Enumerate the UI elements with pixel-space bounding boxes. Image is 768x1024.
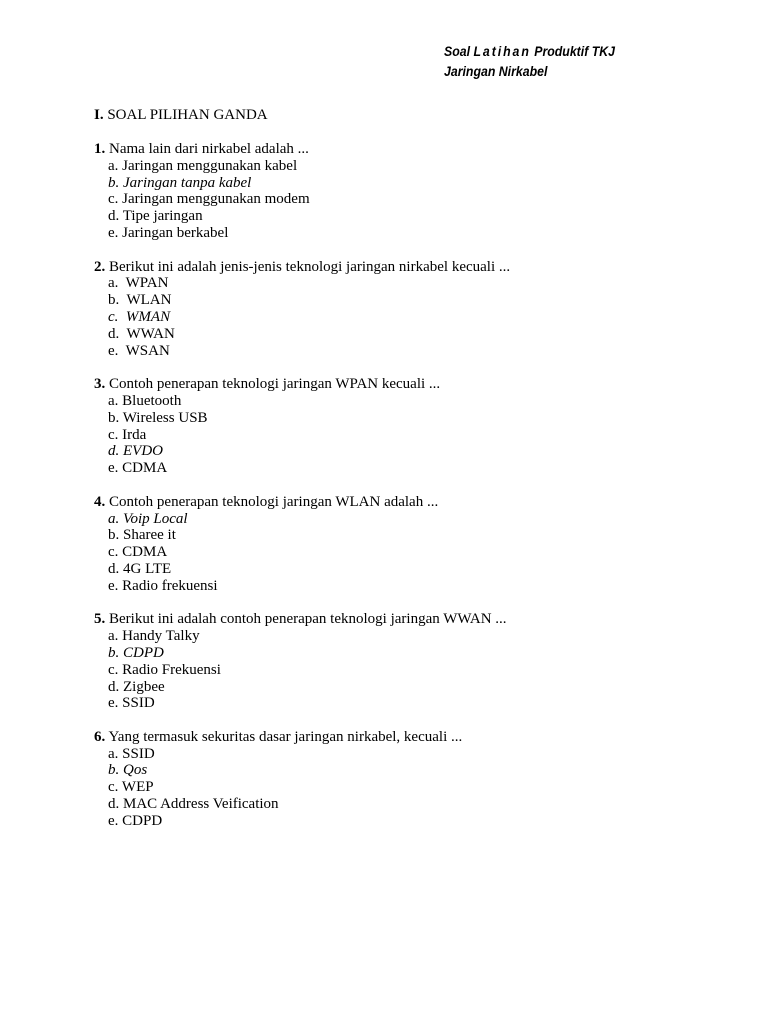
- question-6: [94, 729, 714, 830]
- question-number: 1.: [94, 141, 106, 157]
- answer-option: [94, 443, 714, 460]
- header-title-word1: Soal: [444, 43, 471, 59]
- question-5: [94, 611, 714, 712]
- option-text: WLAN: [123, 292, 172, 309]
- option-letter: c.: [108, 308, 119, 325]
- question-prompt: Yang termasuk sekuritas dasar jaringan nirkabel, kecuali ...: [108, 728, 463, 745]
- option-text: Handy Talky: [122, 628, 200, 645]
- option-text: Jaringan tanpa kabel: [123, 174, 252, 191]
- option-text: Qos: [123, 762, 148, 779]
- answer-option: [94, 645, 714, 662]
- question-prompt: Nama lain dari nirkabel adalah ...: [109, 141, 309, 157]
- header-subtitle: Jaringan Nirkabel: [444, 63, 548, 79]
- option-letter: c.: [108, 544, 119, 561]
- answer-option: [94, 628, 714, 645]
- option-text: CDMA: [122, 460, 168, 477]
- option-text: Jaringan menggunakan modem: [122, 191, 310, 208]
- option-text: Irda: [122, 426, 147, 443]
- answer-option: [94, 779, 714, 796]
- option-letter: a.: [108, 392, 119, 409]
- question-1: [94, 141, 714, 242]
- answer-option: [94, 175, 714, 192]
- answer-option: [94, 225, 714, 242]
- answer-option: [94, 561, 714, 578]
- answer-option: [94, 427, 714, 444]
- question-prompt: Berikut ini adalah contoh penerapan teknologi jaringan WWAN ...: [109, 611, 507, 628]
- option-text: Zigbee: [123, 678, 165, 695]
- option-text: 4G LTE: [123, 560, 172, 577]
- document-body: [94, 107, 714, 846]
- question-prompt: Berikut ini adalah jenis-jenis teknologi jaringan nirkabel kecuali ...: [109, 258, 511, 275]
- question-4: [94, 494, 714, 595]
- option-letter: b.: [108, 527, 120, 544]
- answer-option: [94, 208, 714, 225]
- option-text: WPAN: [122, 275, 169, 292]
- answer-option: [94, 343, 714, 360]
- option-text: Wireless USB: [122, 409, 208, 426]
- option-text: Radio frekuensi: [122, 577, 218, 594]
- section-title-text: SOAL PILIHAN GANDA: [107, 107, 268, 123]
- header-title-rest: Produktif TKJ: [534, 43, 616, 59]
- answer-option: [94, 511, 714, 528]
- header-title-word2: Latihan: [473, 43, 531, 59]
- option-text: CDMA: [122, 544, 168, 561]
- option-letter: e.: [108, 695, 119, 712]
- answer-option: [94, 796, 714, 813]
- option-text: Bluetooth: [122, 392, 182, 409]
- option-letter: b.: [108, 409, 120, 426]
- answer-option: [94, 410, 714, 427]
- option-text: Tipe jaringan: [122, 208, 203, 225]
- option-text: Radio Frekuensi: [122, 661, 221, 678]
- answer-option: [94, 695, 714, 712]
- option-letter: c.: [108, 661, 119, 678]
- option-text: WEP: [121, 779, 154, 796]
- answer-option: [94, 275, 714, 292]
- answer-option: [94, 544, 714, 561]
- option-letter: d.: [108, 443, 120, 460]
- option-text: Jaringan berkabel: [122, 224, 229, 241]
- answer-option: [94, 813, 714, 830]
- option-letter: c.: [108, 426, 119, 443]
- option-text: MAC Address Veification: [123, 796, 279, 813]
- answer-option: [94, 460, 714, 477]
- answer-option: [94, 292, 714, 309]
- option-letter: e.: [108, 224, 119, 241]
- option-letter: e.: [108, 342, 119, 359]
- question-number: 3.: [94, 376, 106, 393]
- option-text: Voip Local: [123, 510, 188, 527]
- answer-option: [94, 158, 714, 175]
- question-list: [94, 141, 714, 830]
- option-letter: a.: [108, 745, 119, 762]
- option-letter: b.: [108, 762, 120, 779]
- question-prompt: Contoh penerapan teknologi jaringan WPAN kecuali ...: [109, 376, 441, 393]
- question-number: 5.: [94, 611, 106, 628]
- answer-option: [94, 527, 714, 544]
- question-text: [94, 376, 714, 393]
- option-text: CDPD: [123, 644, 164, 661]
- question-text: [94, 729, 714, 746]
- option-letter: c.: [108, 191, 119, 208]
- option-text: WWAN: [123, 325, 175, 342]
- option-text: SSID: [122, 745, 155, 762]
- question-text: [94, 494, 714, 511]
- option-text: WSAN: [122, 342, 170, 359]
- option-letter: d.: [108, 560, 120, 577]
- option-text: EVDO: [123, 443, 163, 460]
- option-text: SSID: [122, 695, 155, 712]
- header-title: [444, 41, 615, 61]
- option-text: CDPD: [122, 812, 163, 829]
- option-letter: a.: [108, 275, 119, 292]
- question-number: 6.: [94, 728, 106, 745]
- answer-option: [94, 662, 714, 679]
- answer-option: [94, 746, 714, 763]
- answer-option: [94, 393, 714, 410]
- option-letter: a.: [108, 157, 119, 174]
- option-letter: c.: [108, 779, 119, 796]
- answer-option: [94, 191, 714, 208]
- option-letter: d.: [108, 325, 120, 342]
- question-number: 2.: [94, 258, 106, 275]
- question-text: [94, 611, 714, 628]
- section-number: I.: [94, 107, 104, 123]
- option-letter: b.: [108, 174, 120, 191]
- question-number: 4.: [94, 493, 106, 510]
- answer-option: [94, 309, 714, 326]
- question-2: [94, 259, 714, 360]
- option-letter: e.: [108, 812, 119, 829]
- question-text: [94, 259, 714, 276]
- option-letter: d.: [108, 208, 120, 225]
- document-header: [444, 41, 615, 81]
- question-text: [94, 141, 714, 158]
- option-text: Sharee it: [123, 527, 176, 544]
- answer-option: [94, 679, 714, 696]
- option-letter: a.: [108, 628, 119, 645]
- option-letter: e.: [108, 577, 119, 594]
- option-letter: d.: [108, 796, 120, 813]
- option-letter: b.: [108, 292, 120, 309]
- option-text: WMAN: [122, 308, 171, 325]
- question-prompt: Contoh penerapan teknologi jaringan WLAN adalah ...: [109, 493, 439, 510]
- option-letter: e.: [108, 460, 119, 477]
- option-letter: a.: [108, 510, 120, 527]
- answer-option: [94, 578, 714, 595]
- section-title: [94, 107, 714, 124]
- answer-option: [94, 762, 714, 779]
- option-letter: d.: [108, 678, 120, 695]
- option-letter: b.: [108, 644, 120, 661]
- option-text: Jaringan menggunakan kabel: [122, 157, 298, 174]
- answer-option: [94, 326, 714, 343]
- question-3: [94, 376, 714, 477]
